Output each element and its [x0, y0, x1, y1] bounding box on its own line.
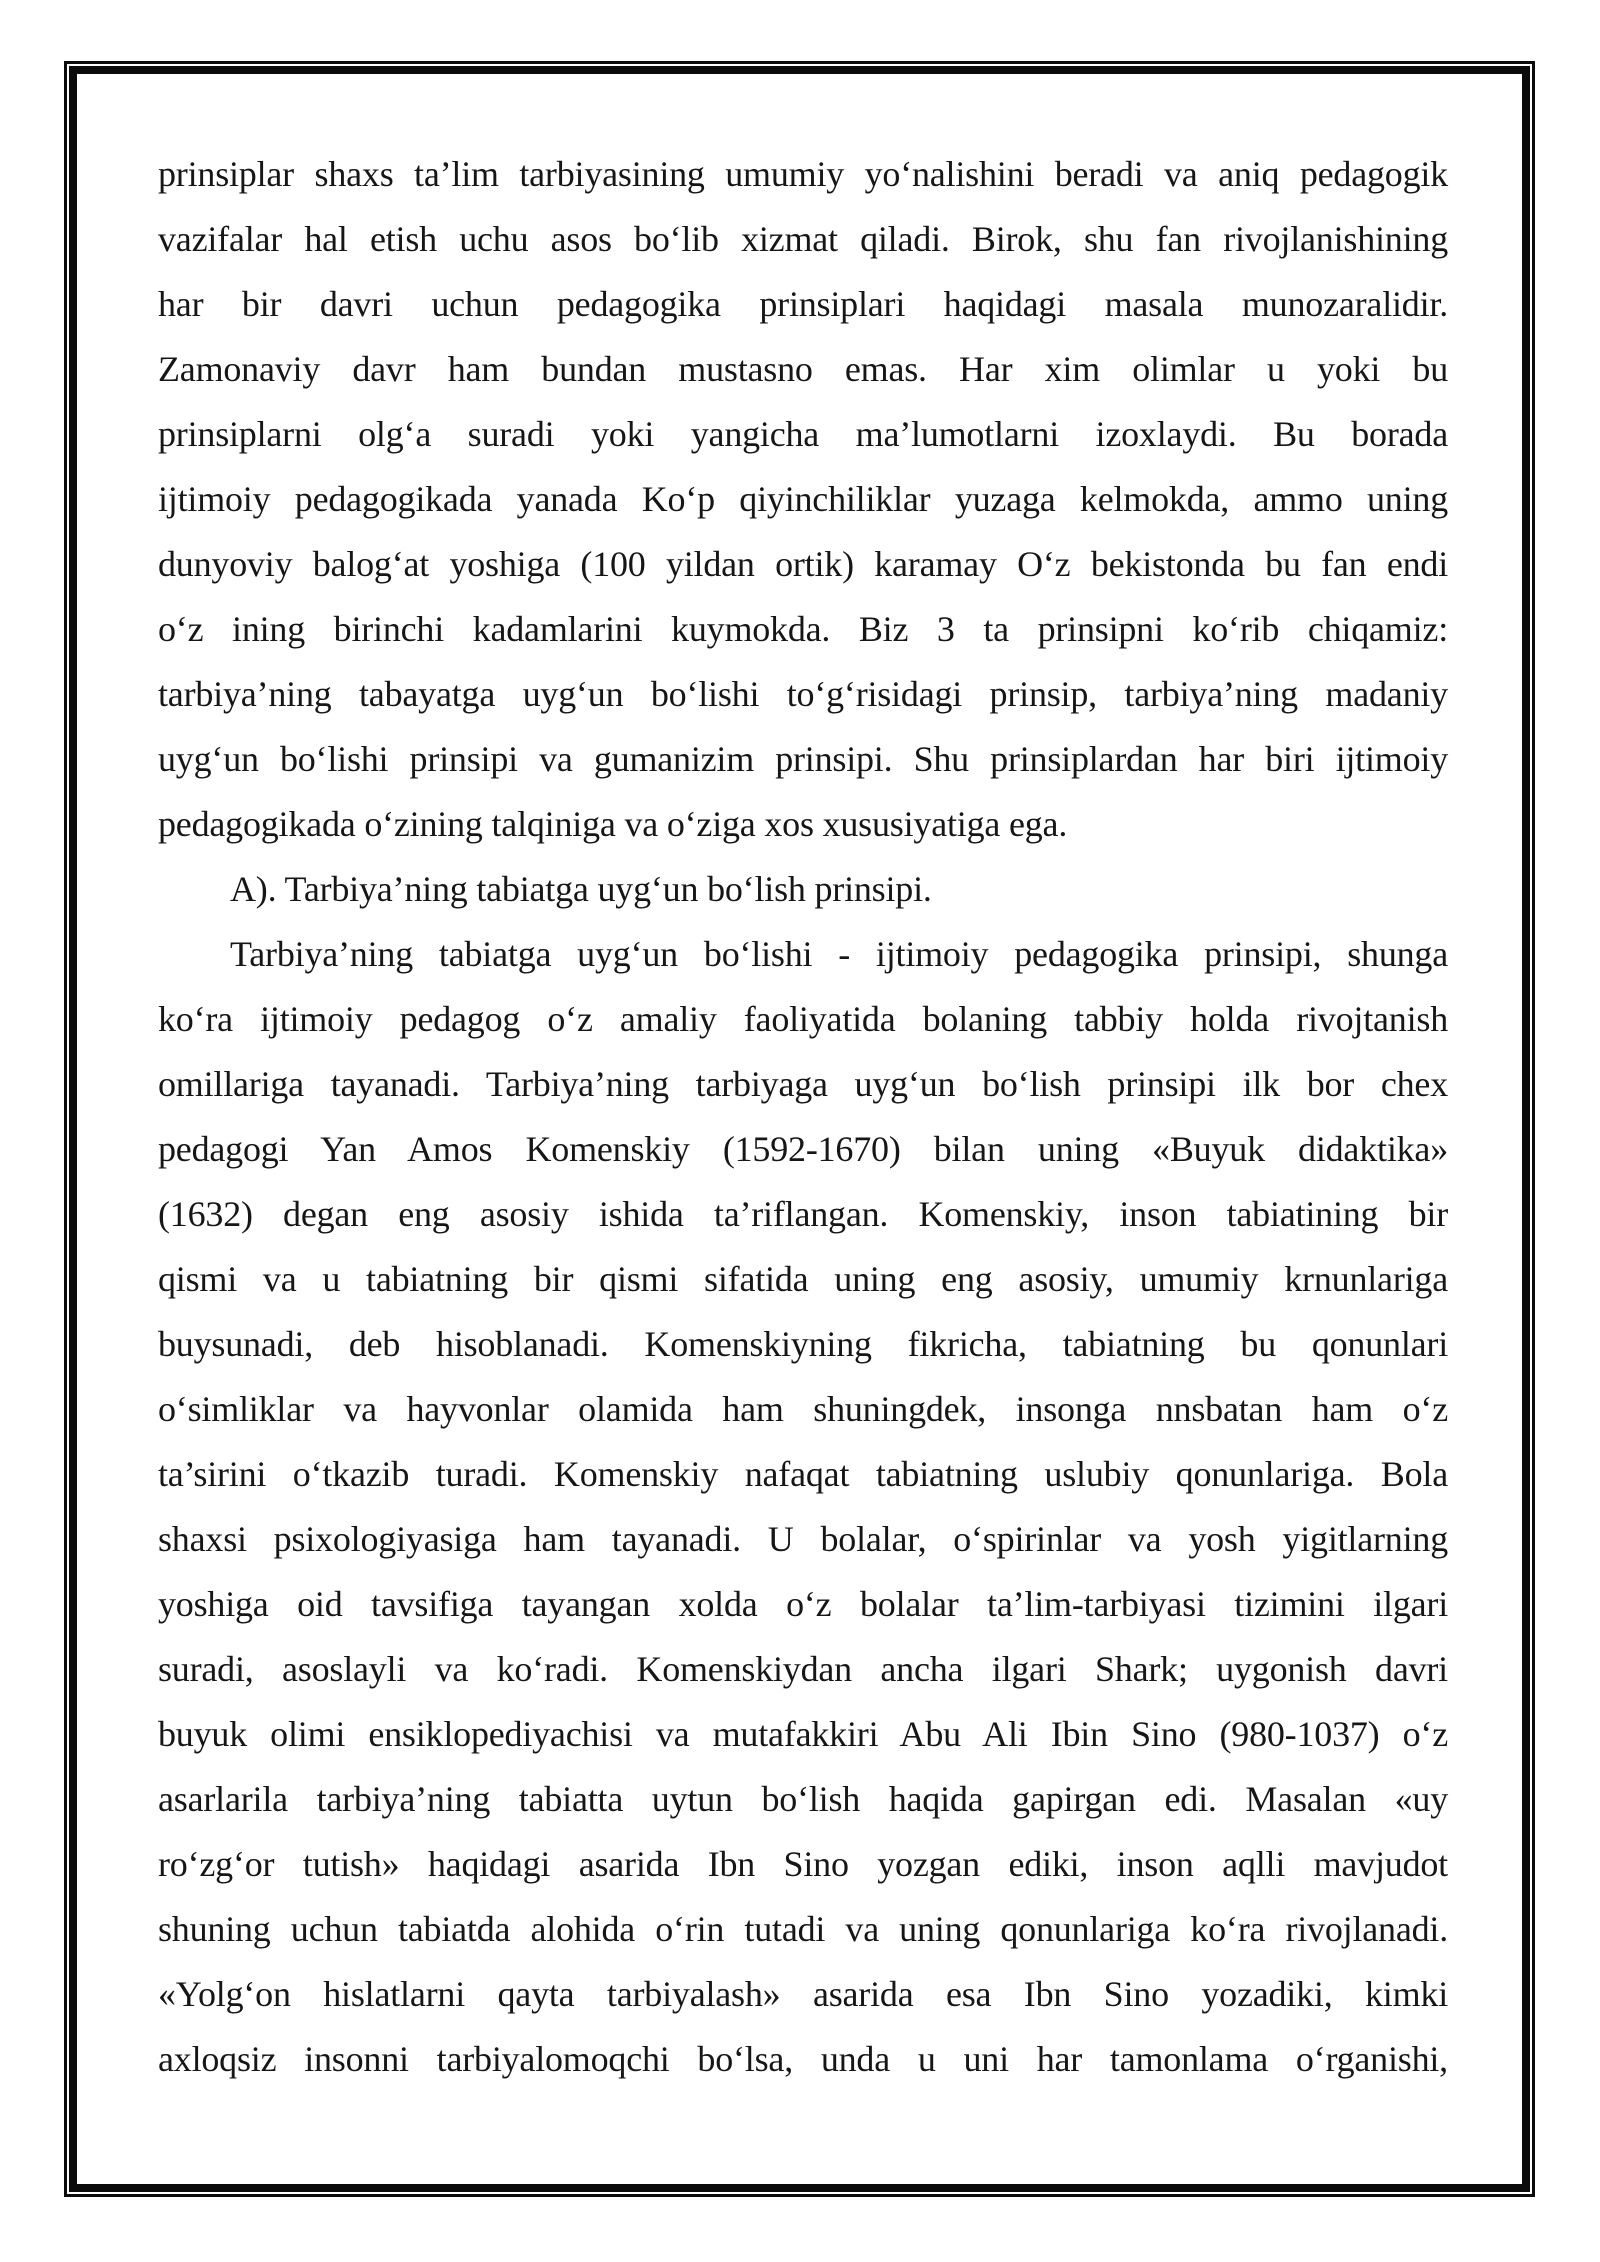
- text-line: prinsiplar shaxs ta’lim tarbiyasining umumiy yo‘nalishini beradi va aniq pedagogik: [158, 154, 1448, 194]
- text-line: ta’sirini o‘tkazib turadi. Komenskiy nafaqat tabiatning uslubiy qonunlariga. Bola: [158, 1454, 1448, 1494]
- text-line: qismi va u tabiatning bir qismi sifatida uning eng asosiy, umumiy krnunlariga: [158, 1259, 1448, 1299]
- text-line: pedagogikada o‘zining talqiniga va o‘ziga xos xususiyatiga ega.: [158, 804, 1068, 844]
- text-line: suradi, asoslayli va ko‘radi. Komenskiydan ancha ilgari Shark; uygonish davri: [158, 1649, 1448, 1689]
- text-line: Tarbiya’ning tabiatga uyg‘un bo‘lishi - ijtimoiy pedagogika prinsipi, shunga: [230, 934, 1448, 974]
- text-line: o‘z ining birinchi kadamlarini kuymokda. Biz 3 ta prinsipni ko‘rib chiqamiz:: [158, 609, 1448, 649]
- text-line: omillariga tayanadi. Tarbiya’ning tarbiyaga uyg‘un bo‘lish prinsipi ilk bor chex: [158, 1064, 1448, 1104]
- text-line: axloqsiz insonni tarbiyalomoqchi bo‘lsa, unda u uni har tamonlama o‘rganishi,: [158, 2039, 1448, 2079]
- body-text: [158, 142, 1448, 2092]
- text-line: (1632) degan eng asosiy ishida ta’riflangan. Komenskiy, inson tabiatining bir: [158, 1194, 1448, 1234]
- text-line: yoshiga oid tavsifiga tayangan xolda o‘z bolalar ta’lim-tarbiyasi tizimini ilgari: [158, 1584, 1448, 1624]
- text-line: prinsiplarni olg‘a suradi yoki yangicha ma’lumotlarni izoxlaydi. Bu borada: [158, 414, 1448, 454]
- text-line: dunyoviy balog‘at yoshiga (100 yildan ortik) karamay O‘z bekistonda bu fan endi: [158, 544, 1448, 584]
- text-line: har bir davri uchun pedagogika prinsiplari haqidagi masala munozaralidir.: [158, 284, 1448, 324]
- text-line: pedagogi Yan Amos Komenskiy (1592-1670) bilan uning «Buyuk didaktika»: [158, 1129, 1448, 1169]
- text-line: o‘simliklar va hayvonlar olamida ham shuningdek, insonga nnsbatan ham o‘z: [158, 1389, 1448, 1429]
- text-line: shaxsi psixologiyasiga ham tayanadi. U bolalar, o‘spirinlar va yosh yigitlarning: [158, 1519, 1448, 1559]
- text-line: ko‘ra ijtimoiy pedagog o‘z amaliy faoliyatida bolaning tabbiy holda rivojtanish: [158, 999, 1448, 1039]
- text-line: Zamonaviy davr ham bundan mustasno emas. Har xim olimlar u yoki bu: [158, 349, 1448, 389]
- text-line: uyg‘un bo‘lishi prinsipi va gumanizim prinsipi. Shu prinsiplardan har biri ijtimoiy: [158, 739, 1448, 779]
- text-line: buyuk olimi ensiklopediyachisi va mutafakkiri Abu Ali Ibin Sino (980-1037) o‘z: [158, 1714, 1448, 1754]
- text-line: shuning uchun tabiatda alohida o‘rin tutadi va uning qonunlariga ko‘ra rivojlanadi.: [158, 1909, 1448, 1949]
- text-line: ijtimoiy pedagogikada yanada Ko‘p qiyinchiliklar yuzaga kelmokda, ammo uning: [158, 479, 1448, 519]
- text-line: ro‘zg‘or tutish» haqidagi asarida Ibn Sino yozgan ediki, inson aqlli mavjudot: [158, 1844, 1448, 1884]
- text-line: tarbiya’ning tabayatga uyg‘un bo‘lishi to‘g‘risidagi prinsip, tarbiya’ning madaniy: [158, 674, 1448, 714]
- text-line: vazifalar hal etish uchu asos bo‘lib xizmat qiladi. Birok, shu fan rivojlanishining: [158, 219, 1448, 259]
- section-heading-line: A). Tarbiya’ning tabiatga uyg‘un bo‘lish prinsipi.: [230, 869, 932, 909]
- text-line: «Yolg‘on hislatlarni qayta tarbiyalash» asarida esa Ibn Sino yozadiki, kimki: [158, 1974, 1448, 2014]
- text-line: buysunadi, deb hisoblanadi. Komenskiyning fikricha, tabiatning bu qonunlari: [158, 1324, 1448, 1364]
- text-line: asarlarila tarbiya’ning tabiatta uytun bo‘lish haqida gapirgan edi. Masalan «uy: [158, 1779, 1448, 1819]
